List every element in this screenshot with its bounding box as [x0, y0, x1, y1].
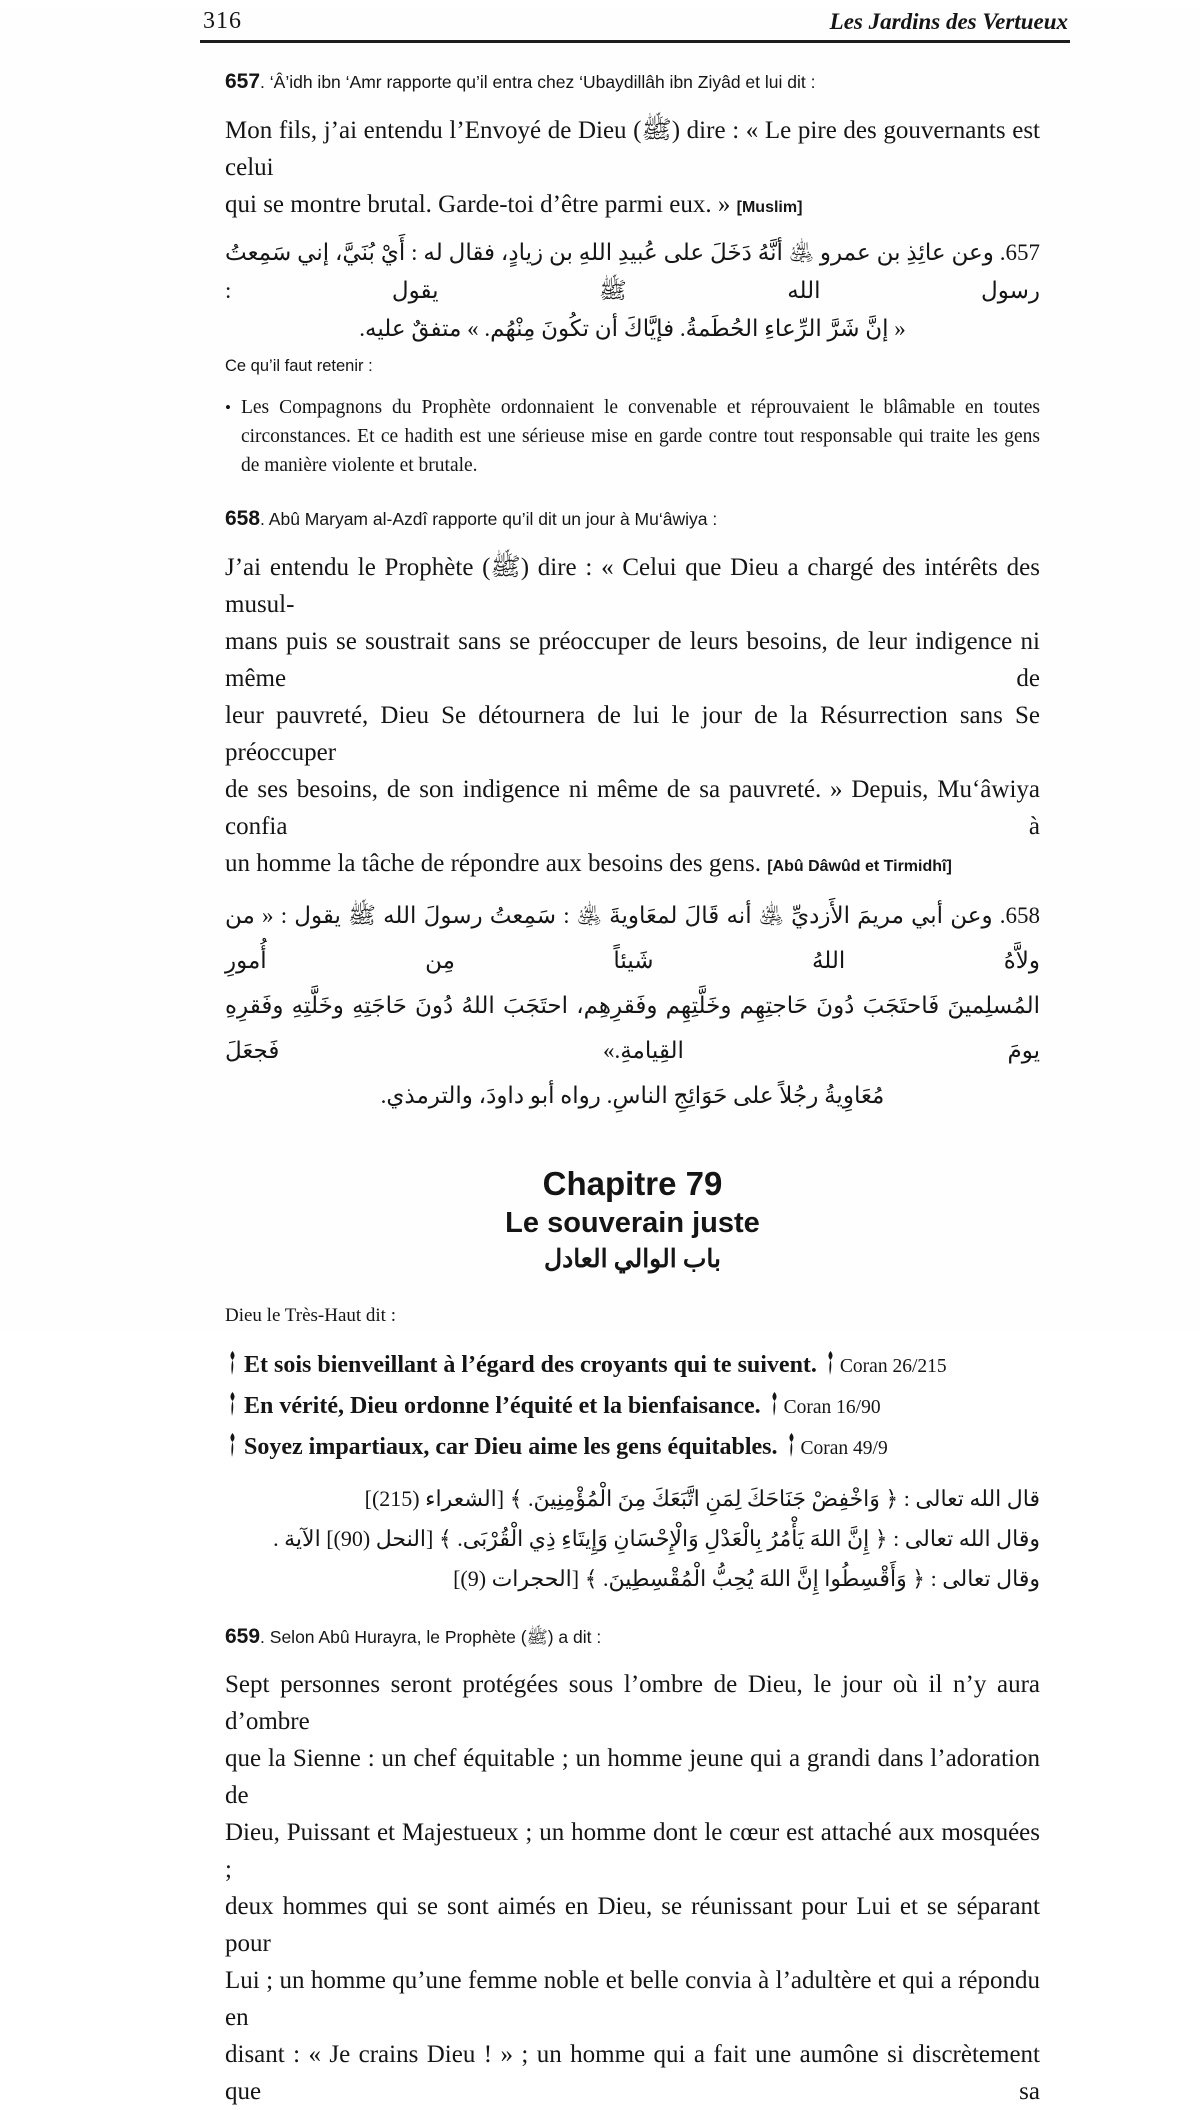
hadith-657-arabic: [225, 234, 1040, 348]
verse-reference: Coran 49/9: [801, 1438, 888, 1459]
arabic-line: 658. وعن أبي مريمَ الأَزديِّ ﵁ أنه قَالَ لمعَاويةَ ﵁ : سَمِعتُ رسولَ الله ﷺ يقول : « من ولاَّهُ اللهُ شَيئاً مِن أُمورِ: [225, 893, 1040, 983]
chapter-heading: [225, 1164, 1040, 1278]
hadith-657-section: [225, 70, 1040, 480]
arabic-verse: وقال الله تعالى : ﴿ إِنَّ اللهَ يَأْمُرُ بِالْعَدْلِ وَالْإِحْسَانِ وَإِيتَاءِ ذِي الْقُرْبَى. ﴾ [النحل (90)] الآية .: [225, 1519, 1040, 1559]
arabic-verse: وقال تعالى : ﴿ وَأَقْسِطُوا إِنَّ اللهَ يُحِبُّ الْمُقْسِطِينَ. ﴾ [الحجرات (9)]: [225, 1559, 1040, 1599]
verse-row: [225, 1347, 1040, 1385]
page-content: [225, 70, 1040, 2110]
hadith-657-body: [225, 112, 1040, 226]
chapter-subtitle: Le souverain juste: [225, 1204, 1040, 1242]
verse-reference: Coran 26/215: [840, 1356, 947, 1377]
hadith-intro-text: . Abû Maryam al-Azdî rapporte qu’il dit un jour à Mu‘âwiya :: [260, 509, 717, 529]
hadith-intro-text: . Selon Abû Hurayra, le Prophète (ﷺ) a dit :: [260, 1627, 601, 1647]
text-line: Lui ; un homme qu’une femme noble et belle convia à l’adultère et qui a répondu en: [225, 1962, 1040, 2036]
hadith-659-section: [225, 1625, 1040, 2110]
hadith-658-body: [225, 549, 1040, 885]
verse-ornament-icon: [227, 1391, 238, 1417]
verse-text: Et sois bienveillant à l’égard des croyants qui te suivent.: [244, 1352, 817, 1378]
retenir-bullet-text: Les Compagnons du Prophète ordonnaient le convenable et réprouvaient le blâmable en toutes circonstances. Et ce hadith est une sérieuse mise en garde contre tout responsable qui traite les gens de manière violente et brutale.: [241, 393, 1040, 480]
hadith-659-intro: [225, 1625, 1040, 1649]
arabic-verse: قال الله تعالى : ﴿ وَاخْفِضْ جَنَاحَكَ لِمَنِ اتَّبَعَكَ مِنَ الْمُؤْمِنِينَ. ﴾ [الشعراء (215)]: [225, 1479, 1040, 1519]
retenir-bullet-item: [225, 393, 1040, 480]
chapter-title: Chapitre 79: [225, 1164, 1040, 1204]
arabic-line: المُسلِمينَ فَاحتَجَبَ دُونَ حَاجتِهِم وخَلَّتِهِم وفَقرِهِم، احتَجَبَ اللهُ دُونَ حَاجَتِهِ وخَلَّتِهِ وفَقرِهِ يومَ القِيامةِ.» فَجعَلَ: [225, 983, 1040, 1073]
verse-ornament-icon: [227, 1350, 238, 1376]
text-line-part: qui se montre brutal. Garde-toi d’être parmi eux. »: [225, 191, 737, 218]
page-number: 316: [203, 8, 242, 35]
arabic-line: « إنَّ شَرَّ الرِّعاءِ الحُطَمةُ. فإيَّاكَ أن تكُونَ مِنْهُم. » متفقٌ عليه.: [225, 310, 1040, 348]
text-line: que la Sienne : un chef équitable ; un homme jeune qui a grandi dans l’adoration de: [225, 1740, 1040, 1814]
hadith-number: 657: [225, 70, 260, 93]
hadith-intro-text: . ‘Â’idh ibn ‘Amr rapporte qu’il entra chez ‘Ubaydillâh ibn Ziyâd et lui dit :: [260, 72, 815, 92]
hadith-number: 658: [225, 507, 260, 530]
text-line: J’ai entendu le Prophète (ﷺ) dire : « Celui que Dieu a chargé des intérêts des musul-: [225, 549, 1040, 623]
arabic-line: مُعَاوِيةُ رجُلاً على حَوَائِجِ الناسِ. رواه أبو داودَ، والترمذي.: [225, 1073, 1040, 1118]
page-header: [203, 8, 1068, 35]
hadith-659-body: [225, 1666, 1040, 2110]
arabic-verses-block: [225, 1479, 1040, 1599]
book-title: Les Jardins des Vertueux: [830, 9, 1068, 35]
verse-row: [225, 1429, 1040, 1467]
text-line: Dieu, Puissant et Majestueux ; un homme dont le cœur est attaché aux mosquées ;: [225, 1814, 1040, 1888]
chapter-title-arabic: باب الوالي العادل: [225, 1242, 1040, 1278]
hadith-658-arabic: [225, 893, 1040, 1118]
quran-section: [225, 1304, 1040, 1599]
verse-reference: Coran 16/90: [784, 1397, 881, 1418]
text-line: [225, 845, 1040, 885]
text-line: [225, 186, 1040, 226]
retenir-label: Ce qu’il faut retenir :: [225, 355, 1040, 377]
text-line: deux hommes qui se sont aimés en Dieu, se réunissant pour Lui et se séparant pour: [225, 1888, 1040, 1962]
text-line: leur pauvreté, Dieu Se détournera de lui le jour de la Résurrection sans Se préoccuper: [225, 697, 1040, 771]
hadith-number: 659: [225, 1625, 260, 1648]
hadith-source: [Abû Dâwûd et Tirmidhî]: [767, 858, 952, 875]
text-line-part: un homme la tâche de répondre aux besoins des gens.: [225, 850, 767, 877]
verse-row: [225, 1388, 1040, 1426]
verse-ornament-icon: [769, 1391, 780, 1417]
text-line: Mon fils, j’ai entendu l’Envoyé de Dieu (ﷺ) dire : « Le pire des gouvernants est celui: [225, 112, 1040, 186]
verse-ornament-icon: [786, 1432, 797, 1458]
quran-intro: Dieu le Très-Haut dit :: [225, 1304, 1040, 1328]
text-line: Sept personnes seront protégées sous l’ombre de Dieu, le jour où il n’y aura d’ombre: [225, 1666, 1040, 1740]
header-rule: [200, 40, 1070, 43]
verse-text: En vérité, Dieu ordonne l’équité et la bienfaisance.: [244, 1393, 761, 1419]
verse-ornament-icon: [825, 1350, 836, 1376]
arabic-line: 657. وعن عائِذِ بن عمرو ﵁ أنَّهُ دَخَلَ على عُبيدِ اللهِ بن زيادٍ، فقال له : أَيْ بُنَيَّ، إني سَمِعتُ رسول الله ﷺ يقول :: [225, 234, 1040, 310]
hadith-657-intro: [225, 70, 1040, 94]
bullet-icon: •: [225, 393, 231, 480]
verse-ornament-icon: [227, 1432, 238, 1458]
text-line: disant : « Je crains Dieu ! » ; un homme qui a fait une aumône si discrètement que sa: [225, 2036, 1040, 2110]
hadith-658-intro: [225, 507, 1040, 531]
book-page: [0, 8, 1200, 1330]
hadith-658-section: [225, 507, 1040, 1118]
text-line: de ses besoins, de son indigence ni même de sa pauvreté. » Depuis, Mu‘âwiya confia à: [225, 771, 1040, 845]
hadith-source: [Muslim]: [737, 199, 803, 216]
verse-text: Soyez impartiaux, car Dieu aime les gens équitables.: [244, 1434, 778, 1460]
text-line: mans puis se soustrait sans se préoccuper de leurs besoins, de leur indigence ni même de: [225, 623, 1040, 697]
